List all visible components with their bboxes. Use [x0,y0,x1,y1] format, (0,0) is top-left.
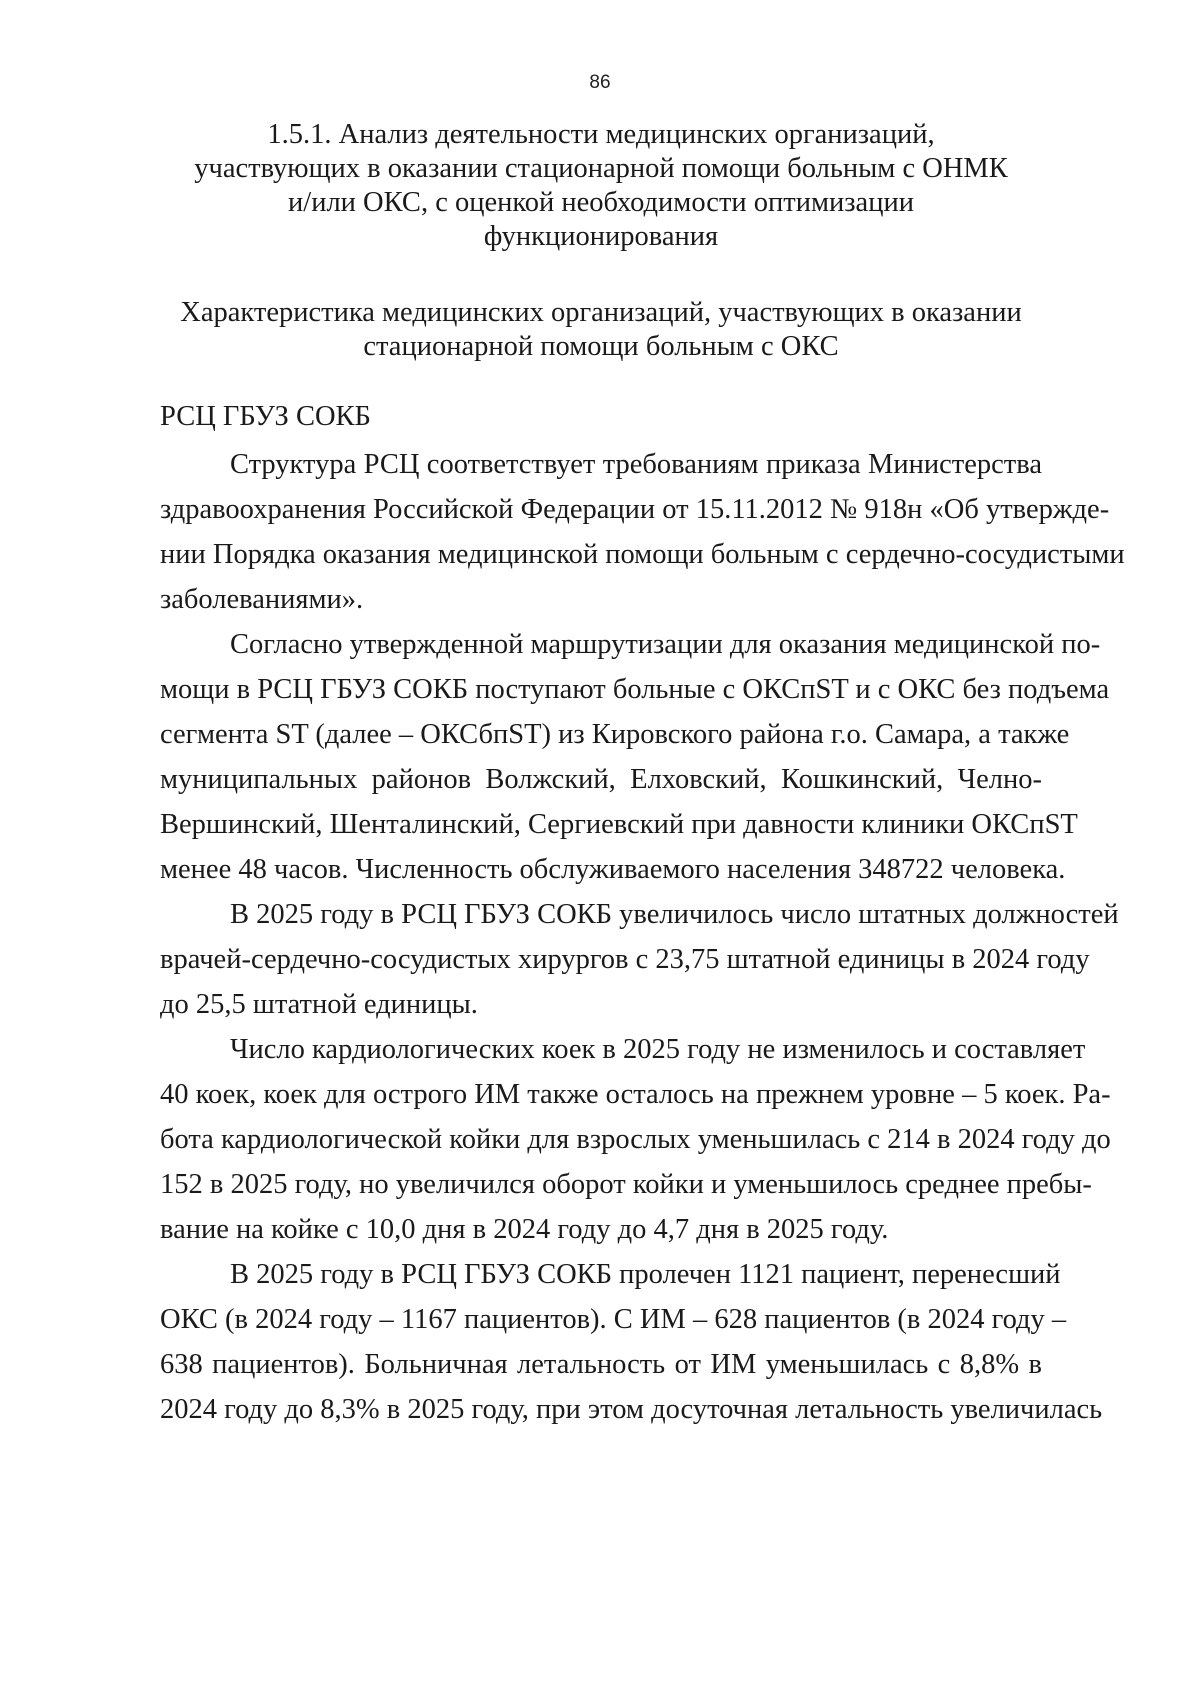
text-line: 2024 году до 8,3% в 2025 году, при этом досуточная летальность увеличилась [160,1394,1103,1425]
text-line: В 2025 году в РСЦ ГБУЗ СОКБ увеличилось число штатных должностей [230,899,1119,930]
paragraph-staff [160,898,1119,1033]
section-heading-line: участвующих в оказании стационарной помощи больным с ОНМК [194,153,1008,184]
section-heading [160,118,1042,254]
text-line: врачей-сердечно-сосудистых хирургов с 23,75 штатной единицы в 2024 году [160,944,1090,975]
paragraph-patients [160,1258,1103,1438]
section-heading-line: и/или ОКС, с оценкой необходимости оптимизации [288,187,914,218]
organization-title: РСЦ ГБУЗ СОКБ [160,401,371,432]
text-line: В 2025 году в РСЦ ГБУЗ СОКБ пролечен 1121 пациент, перенесший [230,1259,1061,1290]
text-line: бота кардиологической койки для взрослых уменьшилась с 214 в 2024 году до [160,1124,1111,1155]
paragraph-routing [160,628,1110,898]
text-line: 40 коек, коек для острого ИМ также осталось на прежнем уровне – 5 коек. Ра- [160,1079,1111,1110]
paragraph-beds [160,1033,1111,1258]
subsection-heading-line: Характеристика медицинских организаций, участвующих в оказании [180,297,1022,328]
text-line: до 25,5 штатной единицы. [160,989,478,1020]
text-line: Вершинский, Шенталинский, Сергиевский при давности клиники ОКСпST [160,809,1078,840]
text-line: ОКС (в 2024 году – 1167 пациентов). С ИМ – 628 пациентов (в 2024 году – [160,1304,1067,1335]
text-line: здравоохранения Российской Федерации от 15.11.2012 № 918н «Об утвержде- [160,494,1110,525]
text-line: сегмента ST (далее – ОКСбпST) из Кировского района г.о. Самара, а также [160,719,1070,750]
text-line: нии Порядка оказания медицинской помощи больным с сердечно-сосудистыми [160,539,1125,570]
section-heading-line: 1.5.1. Анализ деятельности медицинских организаций, [267,119,935,150]
text-line: менее 48 часов. Численность обслуживаемого населения 348722 человека. [160,854,1066,885]
paragraph-structure [160,448,1125,628]
text-line: Согласно утвержденной маршрутизации для оказания медицинской по- [230,629,1101,660]
text-line: Число кардиологических коек в 2025 году не изменилось и составляет [230,1034,1086,1065]
text-line: 152 в 2025 году, но увеличился оборот койки и уменьшилось среднее пребы- [160,1169,1092,1200]
subsection-heading [160,296,1042,364]
text-line: муниципальных районов Волжский, Елховский, Кошкинский, Челно- [160,764,1042,795]
page-number: 86 [589,72,611,93]
text-line: вание на койке с 10,0 дня в 2024 году до 4,7 дня в 2025 году. [160,1214,889,1245]
text-line: заболеваниями». [160,584,364,615]
text-line: мощи в РСЦ ГБУЗ СОКБ поступают больные с ОКСпST и с ОКС без подъема [160,674,1110,705]
text-line: Структура РСЦ соответствует требованиям приказа Министерства [230,449,1042,480]
section-heading-line: функционирования [483,221,719,252]
body-text [160,448,1125,1438]
text-line: 638 пациентов). Больничная летальность от ИМ уменьшилась с 8,8% в [160,1349,1042,1380]
subsection-heading-line: стационарной помощи больным с ОКС [363,331,839,362]
